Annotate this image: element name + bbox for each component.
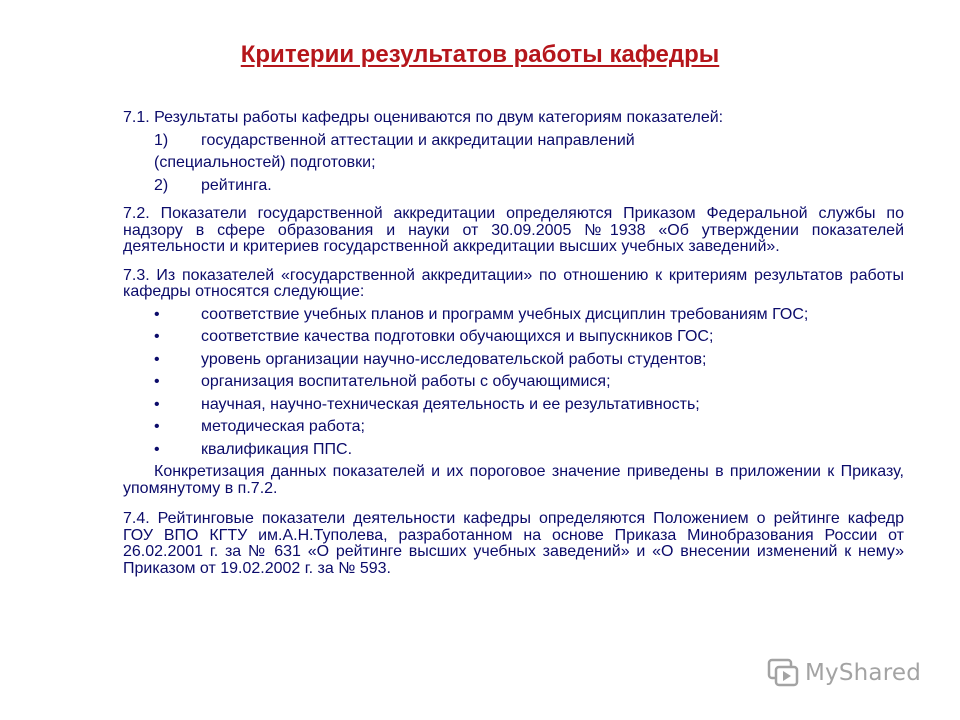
bullet-icon: •: [154, 395, 160, 413]
section-7-4: 7.4. Рейтинговые показатели деятельности кафедры определяются Положением о рейтинге кафедр ГОУ ВПО КГТУ им.А.Н.Туполева, разработанном на основе Приказа Минобразования России от 26.02.2001 г. за № 631 «О рейтинге высших учебных заведений» и «О внесении изменений к нему» Приказом от 19.02.2002 г. за № 593.: [123, 510, 904, 577]
list-item: • научная, научно-техническая деятельность и ее результативность;: [123, 397, 904, 414]
section-7-2: 7.2. Показатели государственной аккредитации определяются Приказом Федеральной службы по надзору в сфере образования и науки от 30.09.2005 №1938 «Об утверждении показателей деятельности и критериев государственной аккредитации высших учебных заведений».: [123, 205, 904, 255]
list-item: • уровень организации научно-исследовательской работы студентов;: [123, 352, 904, 369]
section-7-1-text: 7.1. Результаты работы кафедры оцениваются по двум категориям показателей:: [123, 109, 724, 126]
section-7-3: [123, 268, 904, 498]
section-7-1: [123, 110, 904, 194]
myshared-logo-text: MyShared: [805, 660, 922, 686]
bullet-icon: •: [154, 305, 160, 323]
item-text: государственной аттестации и аккредитации направлений: [201, 131, 635, 149]
list-item: • соответствие учебных планов и программ учебных дисциплин требованиям ГОС;: [123, 307, 904, 324]
numbered-item-1: [123, 133, 904, 150]
list-item: • организация воспитательной работы с обучающимися;: [123, 374, 904, 391]
bullet-icon: •: [154, 350, 160, 368]
list-item: • соответствие качества подготовки обучающихся и выпускников ГОС;: [123, 329, 904, 346]
criteria-list: [123, 307, 904, 459]
bullet-icon: •: [154, 440, 160, 458]
item-number: 1): [154, 131, 169, 149]
bullet-icon: •: [154, 328, 160, 345]
item-number: 2): [154, 176, 169, 194]
bullet-icon: •: [154, 373, 160, 390]
section-7-3-text: 7.3. Из показателей «государственной аккредитации» по отношению к критериям результатов работы кафедры относятся следующие:: [123, 266, 904, 300]
item-text: рейтинга.: [201, 176, 272, 194]
numbered-item-1-continuation: (специальностей) подготовки;: [154, 154, 376, 171]
slide-content: [123, 110, 904, 577]
myshared-logo[interactable]: [767, 658, 921, 688]
section-7-3-note: Конкретизация данных показателей и их пороговое значение приведены в приложении к Приказу, упомянутому в п.7.2.: [123, 463, 904, 497]
myshared-logo-icon: [767, 658, 799, 688]
slide-title: Критерии результатов работы кафедры: [240, 41, 720, 68]
list-item: • методическая работа;: [123, 419, 904, 436]
list-item: • квалификация ППС.: [123, 442, 904, 459]
bullet-icon: •: [154, 418, 160, 435]
numbered-item-2: [123, 178, 904, 195]
